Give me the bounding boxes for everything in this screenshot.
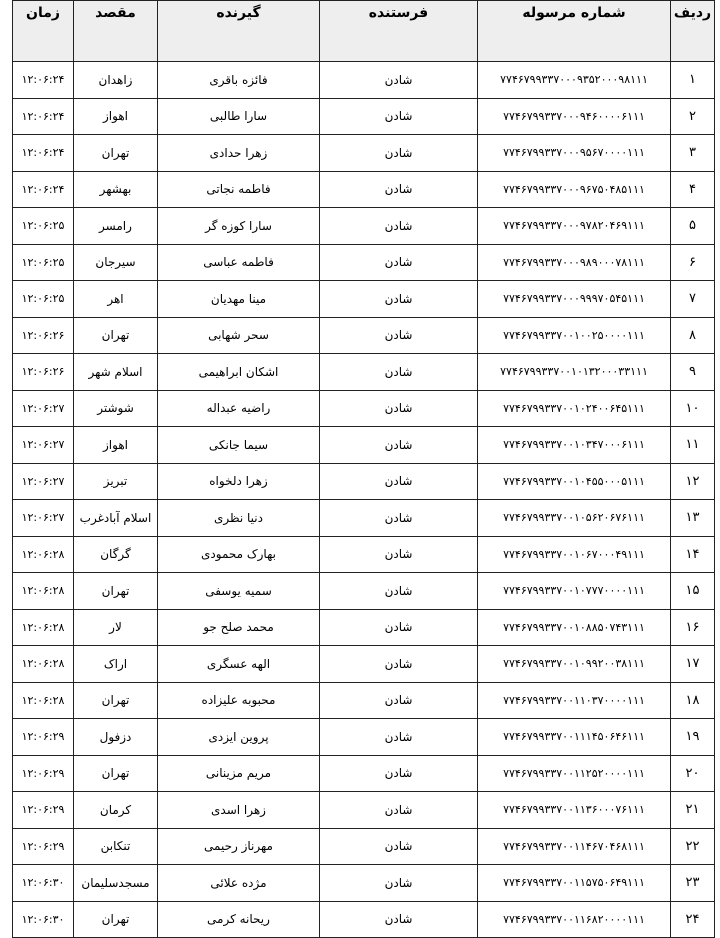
table-row	[13, 536, 715, 573]
cell-destination: تبریز	[74, 463, 158, 500]
cell-destination: تهران	[74, 573, 158, 610]
cell-row-number: ۲۲	[671, 828, 715, 865]
cell-receiver: راضیه عبداله	[158, 390, 320, 427]
cell-shipment-code: ۷۷۴۶۷۹۹۳۳۷۰۰۱۱۱۴۵۰۶۴۶۱۱۱	[478, 719, 671, 756]
cell-row-number: ۱۶	[671, 609, 715, 646]
cell-shipment-code: ۷۷۴۶۷۹۹۳۳۷۰۰۱۱۴۶۷۰۴۶۸۱۱۱	[478, 828, 671, 865]
cell-row-number: ۲۴	[671, 901, 715, 938]
table-row	[13, 646, 715, 683]
cell-row-number: ۶	[671, 244, 715, 281]
cell-sender: شادن	[320, 609, 478, 646]
cell-sender: شادن	[320, 719, 478, 756]
cell-row-number: ۱۴	[671, 536, 715, 573]
table-row	[13, 427, 715, 464]
cell-row-number: ۱۷	[671, 646, 715, 683]
cell-row-number: ۲۱	[671, 792, 715, 829]
cell-destination: کرمان	[74, 792, 158, 829]
cell-time: ۱۲:۰۶:۲۷	[13, 500, 74, 537]
cell-time: ۱۲:۰۶:۲۸	[13, 682, 74, 719]
cell-time: ۱۲:۰۶:۲۴	[13, 135, 74, 172]
cell-row-number: ۹	[671, 354, 715, 391]
table-header	[13, 1, 715, 62]
cell-row-number: ۲۰	[671, 755, 715, 792]
cell-time: ۱۲:۰۶:۲۸	[13, 609, 74, 646]
table-row	[13, 98, 715, 135]
table-row	[13, 317, 715, 354]
cell-row-number: ۷	[671, 281, 715, 318]
cell-shipment-code: ۷۷۴۶۷۹۹۳۳۷۰۰۰۹۵۶۷۰۰۰۰۱۱۱	[478, 135, 671, 172]
cell-receiver: مینا مهدیان	[158, 281, 320, 318]
cell-shipment-code: ۷۷۴۶۷۹۹۳۳۷۰۰۱۱۶۸۲۰۰۰۰۱۱۱	[478, 901, 671, 938]
cell-row-number: ۱۹	[671, 719, 715, 756]
cell-time: ۱۲:۰۶:۲۹	[13, 755, 74, 792]
header-row	[13, 1, 715, 62]
cell-receiver: بهارک محمودی	[158, 536, 320, 573]
cell-receiver: سارا کوزه گر	[158, 208, 320, 245]
cell-shipment-code: ۷۷۴۶۷۹۹۳۳۷۰۰۱۰۷۷۷۰۰۰۰۱۱۱	[478, 573, 671, 610]
cell-shipment-code: ۷۷۴۶۷۹۹۳۳۷۰۰۰۹۸۹۰۰۰۷۸۱۱۱	[478, 244, 671, 281]
table-row	[13, 281, 715, 318]
cell-destination: شوشتر	[74, 390, 158, 427]
cell-receiver: فائزه باقری	[158, 62, 320, 99]
cell-destination: رامسر	[74, 208, 158, 245]
cell-row-number: ۲۳	[671, 865, 715, 902]
cell-sender: شادن	[320, 792, 478, 829]
cell-destination: تنکابن	[74, 828, 158, 865]
cell-sender: شادن	[320, 98, 478, 135]
cell-row-number: ۱۲	[671, 463, 715, 500]
cell-sender: شادن	[320, 135, 478, 172]
cell-shipment-code: ۷۷۴۶۷۹۹۳۳۷۰۰۰۹۳۵۲۰۰۰۹۸۱۱۱	[478, 62, 671, 99]
table-row	[13, 755, 715, 792]
cell-receiver: فاطمه عباسی	[158, 244, 320, 281]
cell-shipment-code: ۷۷۴۶۷۹۹۳۳۷۰۰۱۰۶۷۰۰۰۴۹۱۱۱	[478, 536, 671, 573]
table-row	[13, 500, 715, 537]
cell-shipment-code: ۷۷۴۶۷۹۹۳۳۷۰۰۱۰۲۴۰۰۶۴۵۱۱۱	[478, 390, 671, 427]
cell-row-number: ۸	[671, 317, 715, 354]
cell-destination: دزفول	[74, 719, 158, 756]
cell-time: ۱۲:۰۶:۲۹	[13, 828, 74, 865]
cell-shipment-code: ۷۷۴۶۷۹۹۳۳۷۰۰۱۱۳۶۰۰۰۷۶۱۱۱	[478, 792, 671, 829]
cell-receiver: مژده علائی	[158, 865, 320, 902]
table-row	[13, 244, 715, 281]
cell-sender: شادن	[320, 427, 478, 464]
table-row	[13, 463, 715, 500]
table-row	[13, 828, 715, 865]
cell-shipment-code: ۷۷۴۶۷۹۹۳۳۷۰۰۱۰۵۶۲۰۶۷۶۱۱۱	[478, 500, 671, 537]
table-row	[13, 354, 715, 391]
cell-receiver: محمد صلح جو	[158, 609, 320, 646]
table-row	[13, 682, 715, 719]
cell-row-number: ۱۰	[671, 390, 715, 427]
cell-sender: شادن	[320, 281, 478, 318]
header-destination: مقصد	[74, 1, 158, 62]
cell-receiver: سمیه یوسفی	[158, 573, 320, 610]
cell-shipment-code: ۷۷۴۶۷۹۹۳۳۷۰۰۱۱۲۵۲۰۰۰۰۱۱۱	[478, 755, 671, 792]
cell-time: ۱۲:۰۶:۲۸	[13, 536, 74, 573]
cell-receiver: ریحانه کرمی	[158, 901, 320, 938]
cell-shipment-code: ۷۷۴۶۷۹۹۳۳۷۰۰۱۰۹۹۲۰۰۳۸۱۱۱	[478, 646, 671, 683]
cell-receiver: مریم مزینانی	[158, 755, 320, 792]
cell-sender: شادن	[320, 828, 478, 865]
cell-sender: شادن	[320, 901, 478, 938]
cell-destination: بهشهر	[74, 171, 158, 208]
cell-destination: تهران	[74, 135, 158, 172]
cell-destination: گرگان	[74, 536, 158, 573]
cell-shipment-code: ۷۷۴۶۷۹۹۳۳۷۰۰۰۹۷۸۲۰۴۶۹۱۱۱	[478, 208, 671, 245]
cell-row-number: ۵	[671, 208, 715, 245]
cell-sender: شادن	[320, 171, 478, 208]
cell-row-number: ۱۱	[671, 427, 715, 464]
cell-sender: شادن	[320, 573, 478, 610]
shipment-table-sheet	[12, 0, 714, 927]
cell-destination: اهواز	[74, 98, 158, 135]
cell-destination: تهران	[74, 901, 158, 938]
cell-time: ۱۲:۰۶:۲۹	[13, 719, 74, 756]
cell-row-number: ۴	[671, 171, 715, 208]
cell-shipment-code: ۷۷۴۶۷۹۹۳۳۷۰۰۱۰۱۳۲۰۰۰۳۳۱۱۱	[478, 354, 671, 391]
cell-time: ۱۲:۰۶:۲۷	[13, 427, 74, 464]
header-sender: فرستنده	[320, 1, 478, 62]
table-row	[13, 865, 715, 902]
cell-time: ۱۲:۰۶:۲۴	[13, 62, 74, 99]
cell-receiver: سیما جانکی	[158, 427, 320, 464]
cell-receiver: پروین ایزدی	[158, 719, 320, 756]
cell-shipment-code: ۷۷۴۶۷۹۹۳۳۷۰۰۱۰۸۸۵۰۷۴۳۱۱۱	[478, 609, 671, 646]
cell-sender: شادن	[320, 62, 478, 99]
header-row-number: ردیف	[671, 1, 715, 62]
cell-shipment-code: ۷۷۴۶۷۹۹۳۳۷۰۰۰۹۶۷۵۰۴۸۵۱۱۱	[478, 171, 671, 208]
cell-time: ۱۲:۰۶:۲۷	[13, 390, 74, 427]
cell-destination: تهران	[74, 317, 158, 354]
cell-destination: تهران	[74, 682, 158, 719]
cell-time: ۱۲:۰۶:۲۵	[13, 244, 74, 281]
cell-time: ۱۲:۰۶:۲۷	[13, 463, 74, 500]
cell-shipment-code: ۷۷۴۶۷۹۹۳۳۷۰۰۰۹۹۹۷۰۵۴۵۱۱۱	[478, 281, 671, 318]
cell-time: ۱۲:۰۶:۲۴	[13, 171, 74, 208]
cell-destination: اهواز	[74, 427, 158, 464]
cell-receiver: اشکان ابراهیمی	[158, 354, 320, 391]
cell-row-number: ۱۳	[671, 500, 715, 537]
table-row	[13, 208, 715, 245]
cell-destination: مسجدسلیمان	[74, 865, 158, 902]
cell-sender: شادن	[320, 244, 478, 281]
cell-time: ۱۲:۰۶:۲۶	[13, 317, 74, 354]
cell-shipment-code: ۷۷۴۶۷۹۹۳۳۷۰۰۰۹۴۶۰۰۰۰۶۱۱۱	[478, 98, 671, 135]
cell-destination: سیرجان	[74, 244, 158, 281]
cell-destination: لار	[74, 609, 158, 646]
cell-sender: شادن	[320, 208, 478, 245]
header-time: زمان	[13, 1, 74, 62]
cell-sender: شادن	[320, 390, 478, 427]
cell-time: ۱۲:۰۶:۲۵	[13, 281, 74, 318]
cell-row-number: ۳	[671, 135, 715, 172]
cell-sender: شادن	[320, 317, 478, 354]
table-row	[13, 135, 715, 172]
table-row	[13, 62, 715, 99]
cell-shipment-code: ۷۷۴۶۷۹۹۳۳۷۰۰۱۰۰۲۵۰۰۰۰۱۱۱	[478, 317, 671, 354]
table-row	[13, 901, 715, 938]
cell-destination: تهران	[74, 755, 158, 792]
cell-sender: شادن	[320, 500, 478, 537]
cell-shipment-code: ۷۷۴۶۷۹۹۳۳۷۰۰۱۰۳۴۷۰۰۰۶۱۱۱	[478, 427, 671, 464]
cell-sender: شادن	[320, 865, 478, 902]
header-shipment-code: شماره مرسوله	[478, 1, 671, 62]
cell-destination: اراک	[74, 646, 158, 683]
cell-receiver: زهرا حدادی	[158, 135, 320, 172]
cell-sender: شادن	[320, 755, 478, 792]
cell-destination: اسلام آبادغرب	[74, 500, 158, 537]
cell-time: ۱۲:۰۶:۲۵	[13, 208, 74, 245]
cell-time: ۱۲:۰۶:۲۸	[13, 646, 74, 683]
table-row	[13, 719, 715, 756]
cell-receiver: دنیا نظری	[158, 500, 320, 537]
table-row	[13, 390, 715, 427]
cell-destination: زاهدان	[74, 62, 158, 99]
cell-shipment-code: ۷۷۴۶۷۹۹۳۳۷۰۰۱۱۰۳۷۰۰۰۰۱۱۱	[478, 682, 671, 719]
cell-row-number: ۱۸	[671, 682, 715, 719]
cell-shipment-code: ۷۷۴۶۷۹۹۳۳۷۰۰۱۰۴۵۵۰۰۰۵۱۱۱	[478, 463, 671, 500]
cell-shipment-code: ۷۷۴۶۷۹۹۳۳۷۰۰۱۱۵۷۵۰۶۴۹۱۱۱	[478, 865, 671, 902]
cell-row-number: ۱	[671, 62, 715, 99]
table-row	[13, 609, 715, 646]
table-row	[13, 792, 715, 829]
cell-sender: شادن	[320, 682, 478, 719]
cell-time: ۱۲:۰۶:۳۰	[13, 901, 74, 938]
cell-receiver: مهرناز رحیمی	[158, 828, 320, 865]
cell-time: ۱۲:۰۶:۲۶	[13, 354, 74, 391]
cell-sender: شادن	[320, 463, 478, 500]
header-receiver: گیرنده	[158, 1, 320, 62]
cell-time: ۱۲:۰۶:۳۰	[13, 865, 74, 902]
cell-sender: شادن	[320, 354, 478, 391]
cell-receiver: زهرا اسدی	[158, 792, 320, 829]
cell-receiver: سحر شهابی	[158, 317, 320, 354]
cell-destination: اسلام شهر	[74, 354, 158, 391]
table-row	[13, 573, 715, 610]
cell-receiver: زهرا دلخواه	[158, 463, 320, 500]
cell-receiver: محبوبه علیزاده	[158, 682, 320, 719]
table-body	[13, 62, 715, 938]
cell-row-number: ۲	[671, 98, 715, 135]
cell-receiver: الهه عسگری	[158, 646, 320, 683]
cell-row-number: ۱۵	[671, 573, 715, 610]
cell-receiver: فاطمه نجاتی	[158, 171, 320, 208]
table-row	[13, 171, 715, 208]
cell-receiver: سارا طالبی	[158, 98, 320, 135]
cell-destination: اهر	[74, 281, 158, 318]
cell-time: ۱۲:۰۶:۲۸	[13, 573, 74, 610]
cell-sender: شادن	[320, 646, 478, 683]
cell-time: ۱۲:۰۶:۲۴	[13, 98, 74, 135]
cell-sender: شادن	[320, 536, 478, 573]
cell-time: ۱۲:۰۶:۲۹	[13, 792, 74, 829]
shipment-table	[12, 0, 715, 938]
